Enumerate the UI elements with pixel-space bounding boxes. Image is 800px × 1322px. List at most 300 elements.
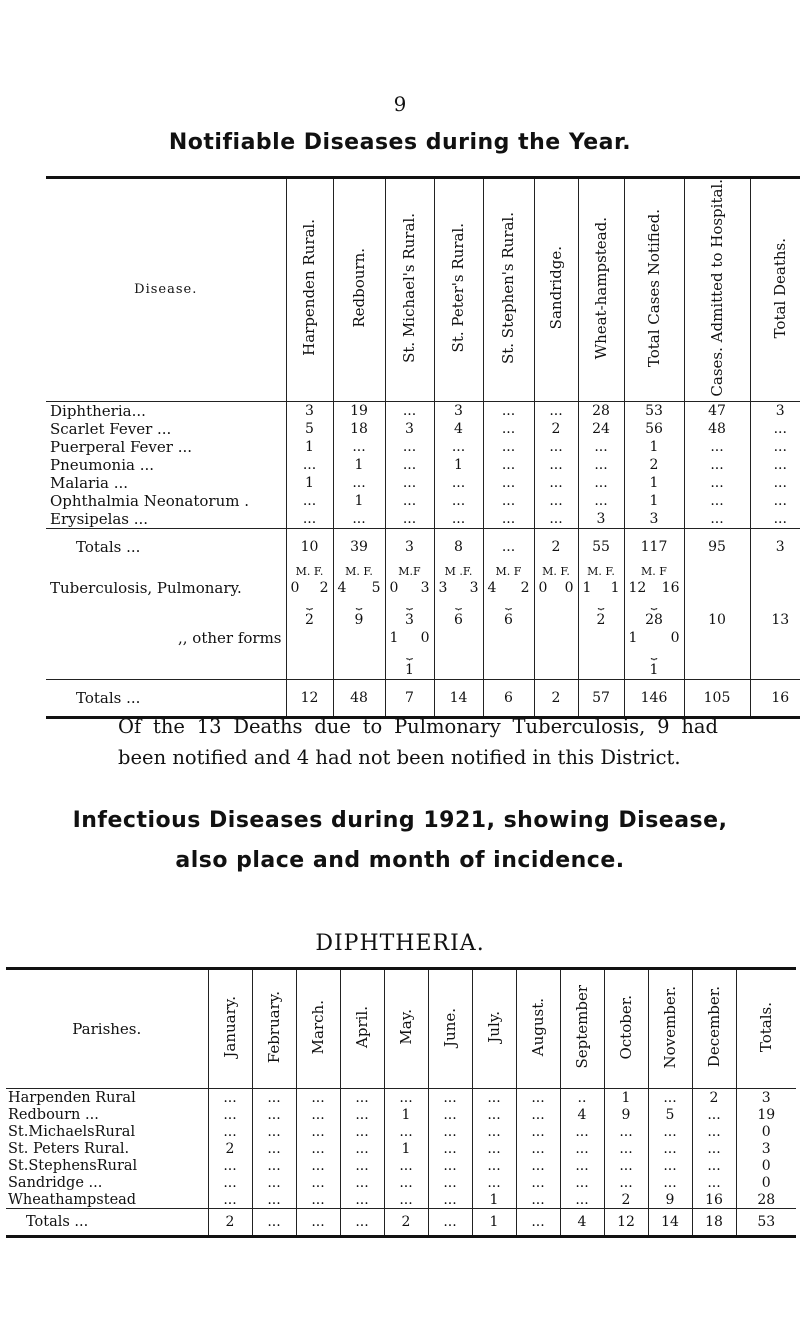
cell: ... xyxy=(296,1209,340,1237)
cell: 0 xyxy=(736,1174,796,1191)
mf-cell: 0 3 xyxy=(385,579,434,597)
cell xyxy=(684,579,750,597)
month-column-header: Totals. xyxy=(736,969,796,1089)
sex-label: M. F xyxy=(483,565,534,579)
cell: ... xyxy=(534,474,578,492)
mf-cell: 1 1 xyxy=(578,579,624,597)
cell: .. xyxy=(560,1089,604,1107)
brace: ⏟ xyxy=(385,647,434,661)
cell: ... xyxy=(604,1123,648,1140)
table-header-row xyxy=(46,178,800,402)
cell: 2 xyxy=(384,1209,428,1237)
brace: ⏟ xyxy=(286,597,333,611)
table-row xyxy=(6,1191,796,1209)
brace-row xyxy=(46,597,800,611)
cell: 3 xyxy=(434,401,483,420)
cell: ... xyxy=(483,401,534,420)
cell xyxy=(434,629,483,647)
cell: ... xyxy=(296,1140,340,1157)
cell: ... xyxy=(252,1140,296,1157)
cell: ... xyxy=(750,456,800,474)
cell xyxy=(286,647,333,661)
cell: 3 xyxy=(385,611,434,629)
cell: 28 xyxy=(578,401,624,420)
cell: ... xyxy=(385,510,434,529)
parishes-column-header: Parishes. xyxy=(6,969,208,1089)
cell: 117 xyxy=(624,528,684,565)
cell: 2 xyxy=(578,611,624,629)
cell xyxy=(578,629,624,647)
cell: ... xyxy=(692,1123,736,1140)
month-column-header: April. xyxy=(340,969,384,1089)
cell: 19 xyxy=(736,1106,796,1123)
cell xyxy=(684,647,750,661)
cell: 2 xyxy=(692,1089,736,1107)
cell: ... xyxy=(434,492,483,510)
cell: ... xyxy=(384,1191,428,1209)
row-label: St. Peters Rural. xyxy=(8,1140,130,1157)
cell: ... xyxy=(516,1123,560,1140)
cell: ... xyxy=(428,1157,472,1174)
column-header: Total Deaths. xyxy=(750,178,800,402)
cell: 3 xyxy=(624,510,684,529)
cell: ... xyxy=(516,1157,560,1174)
cell: 3 xyxy=(286,401,333,420)
cell: ... xyxy=(385,492,434,510)
cell: 48 xyxy=(684,420,750,438)
cell: ... xyxy=(296,1123,340,1140)
cell: ... xyxy=(340,1209,384,1237)
cell: ... xyxy=(483,528,534,565)
cell xyxy=(286,629,333,647)
cell: ... xyxy=(428,1191,472,1209)
column-header: Cases. Admitted to Hospital. xyxy=(684,178,750,402)
infectious-diseases-heading xyxy=(0,801,800,881)
sex-label: M.F xyxy=(385,565,434,579)
cell: 10 xyxy=(684,611,750,629)
cell: 16 xyxy=(750,679,800,717)
table-row xyxy=(46,492,800,510)
cell: ... xyxy=(692,1106,736,1123)
cell: 3 xyxy=(736,1140,796,1157)
cell: 6 xyxy=(483,611,534,629)
cell: 14 xyxy=(434,679,483,717)
row-label: Erysipelas ... xyxy=(46,510,286,529)
cell: ... xyxy=(604,1174,648,1191)
cell: 24 xyxy=(578,420,624,438)
brace-row xyxy=(46,647,800,661)
cell: ... xyxy=(333,510,385,529)
month-column-header: November. xyxy=(648,969,692,1089)
cell: ... xyxy=(472,1157,516,1174)
cell: ... xyxy=(483,438,534,456)
tuberculosis-note: Of the 13 Deaths due to Pulmonary Tuberculosis, 9 had been notified and 4 had not been notified in this District. xyxy=(118,715,718,769)
cell: 19 xyxy=(333,401,385,420)
cell: ... xyxy=(534,401,578,420)
month-column-header: June. xyxy=(428,969,472,1089)
column-header: St. Michael's Rural. xyxy=(385,178,434,402)
cell: ... xyxy=(560,1157,604,1174)
cell: ... xyxy=(296,1191,340,1209)
sex-label: M .F. xyxy=(434,565,483,579)
brace: ⏟ xyxy=(483,597,534,611)
column-header: Harpenden Rural. xyxy=(286,178,333,402)
cell: 14 xyxy=(648,1209,692,1237)
cell: ... xyxy=(534,492,578,510)
row-label: Totals ... xyxy=(46,679,286,717)
column-header: Wheat-hampstead. xyxy=(578,178,624,402)
cell: ... xyxy=(296,1106,340,1123)
mf-cell: 1 0 xyxy=(624,629,684,647)
cell: 1 xyxy=(624,492,684,510)
cell: ... xyxy=(516,1209,560,1237)
cell xyxy=(534,661,578,680)
month-column-header: January. xyxy=(208,969,252,1089)
table-row xyxy=(46,420,800,438)
cell: ... xyxy=(472,1123,516,1140)
cell: 1 xyxy=(472,1209,516,1237)
cell: ... xyxy=(483,420,534,438)
cell: 3 xyxy=(385,420,434,438)
cell: ... xyxy=(483,456,534,474)
cell: ... xyxy=(560,1123,604,1140)
cell xyxy=(750,597,800,611)
cell: 1 xyxy=(286,438,333,456)
cell: 3 xyxy=(385,528,434,565)
cell: 57 xyxy=(578,679,624,717)
tb-pulmonary-mf-row xyxy=(46,579,800,597)
column-header: Total Cases Notified. xyxy=(624,178,684,402)
row-label: Wheathampstead xyxy=(8,1191,137,1208)
month-column-header: February. xyxy=(252,969,296,1089)
row-label: Pneumonia ... xyxy=(50,455,155,474)
cell: 5 xyxy=(286,420,333,438)
cell: 18 xyxy=(333,420,385,438)
cell: 47 xyxy=(684,401,750,420)
cell: ... xyxy=(286,492,333,510)
cell: 3 xyxy=(750,528,800,565)
cell: ... xyxy=(516,1089,560,1107)
cell: 16 xyxy=(692,1191,736,1209)
cell: ... xyxy=(428,1123,472,1140)
cell: 2 xyxy=(208,1140,252,1157)
cell: 1 xyxy=(333,456,385,474)
cell: ... xyxy=(483,510,534,529)
cell: ... xyxy=(428,1174,472,1191)
cell: 3 xyxy=(578,510,624,529)
row-label: ,, other forms xyxy=(177,628,282,647)
cell: 2 xyxy=(534,528,578,565)
cell xyxy=(333,647,385,661)
cell: 1 xyxy=(286,474,333,492)
cell: ... xyxy=(648,1157,692,1174)
cell: ... xyxy=(208,1157,252,1174)
row-label: St.MichaelsRural xyxy=(8,1123,136,1140)
cell: ... xyxy=(648,1174,692,1191)
cell: 12 xyxy=(286,679,333,717)
cell: ... xyxy=(750,474,800,492)
cell: 1 xyxy=(384,1140,428,1157)
mf-cell: 4 5 xyxy=(333,579,385,597)
cell: ... xyxy=(252,1157,296,1174)
row-label xyxy=(46,611,286,629)
cell: ... xyxy=(252,1106,296,1123)
brace: ⏟ xyxy=(385,597,434,611)
cell: 0 xyxy=(736,1123,796,1140)
cell: ... xyxy=(648,1123,692,1140)
cell: 55 xyxy=(578,528,624,565)
cell: ... xyxy=(516,1174,560,1191)
cell xyxy=(534,647,578,661)
table-row xyxy=(46,401,800,420)
brace: ⏟ xyxy=(578,597,624,611)
cell: 4 xyxy=(560,1209,604,1237)
tb-other-sum-row xyxy=(46,661,800,680)
row-label: Ophthalmia Neonatorum . xyxy=(50,491,250,510)
cell: 146 xyxy=(624,679,684,717)
sex-label: M. F. xyxy=(286,565,333,579)
cell: ... xyxy=(340,1157,384,1174)
cell xyxy=(483,647,534,661)
cell: ... xyxy=(684,510,750,529)
totals-row xyxy=(6,1209,796,1237)
cell: 1 xyxy=(434,456,483,474)
row-label: Harpenden Rural xyxy=(8,1089,136,1106)
cell: 2 xyxy=(286,611,333,629)
diphtheria-heading: DIPHTHERIA. xyxy=(315,931,485,956)
cell: ... xyxy=(684,474,750,492)
totals-row xyxy=(46,528,800,565)
cell: 1 xyxy=(624,661,684,680)
cell: 9 xyxy=(604,1106,648,1123)
cell: 2 xyxy=(534,679,578,717)
row-label: Puerperal Fever ... xyxy=(50,437,193,456)
mf-cell: 3 3 xyxy=(434,579,483,597)
cell: ... xyxy=(340,1174,384,1191)
cell: ... xyxy=(472,1140,516,1157)
cell: ... xyxy=(750,420,800,438)
notifiable-diseases-heading: Notifiable Diseases during the Year. xyxy=(168,130,632,155)
cell: ... xyxy=(692,1157,736,1174)
cell: 105 xyxy=(684,679,750,717)
cell: ... xyxy=(333,474,385,492)
brace: ⏟ xyxy=(434,597,483,611)
cell: ... xyxy=(578,456,624,474)
cell: ... xyxy=(578,438,624,456)
cell: 2 xyxy=(208,1209,252,1237)
cell: 4 xyxy=(560,1106,604,1123)
mf-cell: 12 16 xyxy=(624,579,684,597)
cell: ... xyxy=(252,1174,296,1191)
cell: ... xyxy=(296,1174,340,1191)
month-column-header: August. xyxy=(516,969,560,1089)
cell: 2 xyxy=(534,420,578,438)
cell: ... xyxy=(434,474,483,492)
brace: ⏟ xyxy=(624,647,684,661)
month-column-header: October. xyxy=(604,969,648,1089)
table-header-row xyxy=(6,969,796,1089)
cell: 9 xyxy=(333,611,385,629)
cell: 5 xyxy=(648,1106,692,1123)
cell: ... xyxy=(208,1191,252,1209)
table-row xyxy=(6,1174,796,1191)
month-column-header: March. xyxy=(296,969,340,1089)
cell xyxy=(434,647,483,661)
cell: 9 xyxy=(648,1191,692,1209)
cell: ... xyxy=(428,1209,472,1237)
cell: 13 xyxy=(750,611,800,629)
column-header: St. Peter's Rural. xyxy=(434,178,483,402)
cell xyxy=(483,661,534,680)
diphtheria-table xyxy=(6,967,796,1238)
sex-label: M. F. xyxy=(534,565,578,579)
cell: ... xyxy=(252,1191,296,1209)
cell: ... xyxy=(483,474,534,492)
column-header: Sandridge. xyxy=(534,178,578,402)
cell: 53 xyxy=(736,1209,796,1237)
cell: ... xyxy=(384,1174,428,1191)
cell: 1 xyxy=(624,474,684,492)
sex-label: M. F xyxy=(624,565,684,579)
cell xyxy=(534,629,578,647)
cell xyxy=(750,661,800,680)
cell: 53 xyxy=(624,401,684,420)
cell: ... xyxy=(252,1209,296,1237)
cell: ... xyxy=(534,438,578,456)
cell: ... xyxy=(516,1191,560,1209)
cell xyxy=(750,647,800,661)
cell: 6 xyxy=(483,679,534,717)
cell: ... xyxy=(385,438,434,456)
column-header: Redbourn. xyxy=(333,178,385,402)
cell: ... xyxy=(428,1106,472,1123)
cell: ... xyxy=(560,1140,604,1157)
cell: ... xyxy=(340,1089,384,1107)
cell: ... xyxy=(208,1123,252,1140)
cell: 1 xyxy=(472,1191,516,1209)
cell: ... xyxy=(208,1106,252,1123)
cell xyxy=(684,597,750,611)
cell: 1 xyxy=(333,492,385,510)
cell: ... xyxy=(692,1174,736,1191)
cell: 0 xyxy=(736,1157,796,1174)
cell xyxy=(333,661,385,680)
cell xyxy=(750,579,800,597)
tb-other-row xyxy=(46,629,800,647)
cell: ... xyxy=(384,1157,428,1174)
cell: ... xyxy=(472,1089,516,1107)
brace: ⏟ xyxy=(624,597,684,611)
cell: ... xyxy=(296,1089,340,1107)
sex-label: M. F. xyxy=(578,565,624,579)
cell xyxy=(534,597,578,611)
row-label: Diphtheria... xyxy=(50,401,146,420)
disease-column-header: Disease. xyxy=(46,178,286,402)
cell xyxy=(434,661,483,680)
cell: ... xyxy=(384,1123,428,1140)
cell: ... xyxy=(472,1106,516,1123)
cell: ... xyxy=(534,510,578,529)
cell: ... xyxy=(560,1191,604,1209)
row-label: Scarlet Fever ... xyxy=(50,419,172,438)
cell: ... xyxy=(684,456,750,474)
table-row xyxy=(46,438,800,456)
table-row xyxy=(6,1157,796,1174)
cell: ... xyxy=(333,438,385,456)
cell: ... xyxy=(648,1089,692,1107)
cell: ... xyxy=(434,510,483,529)
heading-line: Infectious Diseases during 1921, showing Disease, xyxy=(72,808,728,833)
row-label: Malaria ... xyxy=(50,473,129,492)
cell: 28 xyxy=(736,1191,796,1209)
cell: 1 xyxy=(385,661,434,680)
cell: ... xyxy=(578,492,624,510)
cell: ... xyxy=(472,1174,516,1191)
cell: ... xyxy=(516,1140,560,1157)
cell: 10 xyxy=(286,528,333,565)
cell xyxy=(578,661,624,680)
cell: ... xyxy=(684,492,750,510)
table-row xyxy=(6,1140,796,1157)
cell: 2 xyxy=(624,456,684,474)
cell: ... xyxy=(208,1089,252,1107)
cell: 1 xyxy=(624,438,684,456)
cell: 39 xyxy=(333,528,385,565)
table-row xyxy=(46,456,800,474)
cell: 4 xyxy=(434,420,483,438)
cell: 7 xyxy=(385,679,434,717)
cell: 48 xyxy=(333,679,385,717)
cell: ... xyxy=(534,456,578,474)
row-label: Sandridge ... xyxy=(8,1174,103,1191)
mf-cell: 1 0 xyxy=(385,629,434,647)
cell: ... xyxy=(340,1106,384,1123)
row-label: St.StephensRural xyxy=(8,1157,138,1174)
cell xyxy=(750,629,800,647)
page-number: 9 xyxy=(393,92,407,116)
row-label xyxy=(46,597,286,611)
row-label: Redbourn ... xyxy=(8,1106,99,1123)
cell: 1 xyxy=(604,1089,648,1107)
cell: ... xyxy=(286,456,333,474)
cell: 95 xyxy=(684,528,750,565)
cell xyxy=(750,565,800,579)
cell xyxy=(684,565,750,579)
cell: ... xyxy=(692,1140,736,1157)
row-label: Totals ... xyxy=(6,1209,208,1237)
tb-pulmonary-sum-row xyxy=(46,611,800,629)
month-column-header: December. xyxy=(692,969,736,1089)
cell: ... xyxy=(428,1140,472,1157)
cell: 6 xyxy=(434,611,483,629)
notifiable-diseases-table xyxy=(46,176,800,719)
cell: ... xyxy=(385,456,434,474)
mf-cell: 0 2 xyxy=(286,579,333,597)
cell: 18 xyxy=(692,1209,736,1237)
mf-cell: 0 0 xyxy=(534,579,578,597)
table-row xyxy=(6,1123,796,1140)
cell xyxy=(684,661,750,680)
cell: ... xyxy=(516,1106,560,1123)
column-header: St. Stephen's Rural. xyxy=(483,178,534,402)
cell: 28 xyxy=(624,611,684,629)
cell: 3 xyxy=(750,401,800,420)
row-label xyxy=(46,647,286,661)
cell: ... xyxy=(384,1089,428,1107)
cell xyxy=(684,629,750,647)
cell: ... xyxy=(750,492,800,510)
cell: 8 xyxy=(434,528,483,565)
